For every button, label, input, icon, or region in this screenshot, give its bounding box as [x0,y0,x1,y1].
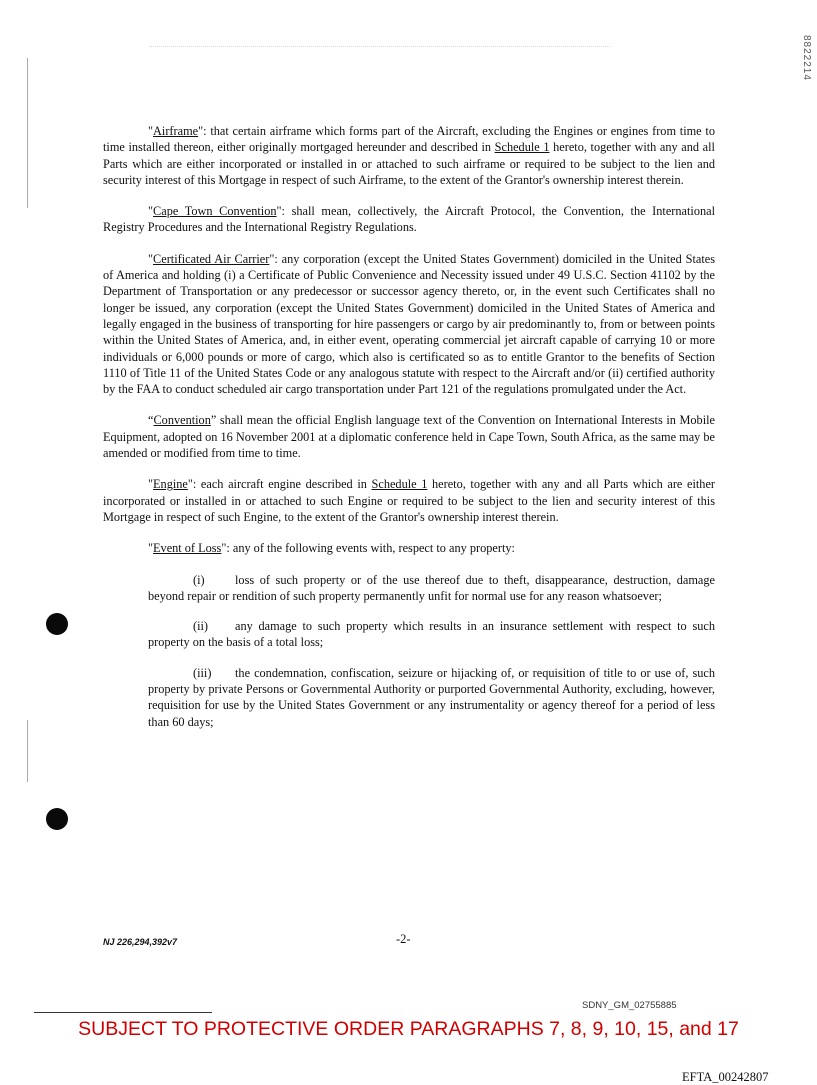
open-quote: " [148,124,154,138]
defined-term: Event of Loss [153,541,222,556]
definition-paragraph [103,123,715,188]
item-text: loss of such property or of the use thereof due to theft, disappearance, destruction, damage beyond repair or rendition of such property permanently unfit for normal use for any reason whatsoever; [148,572,715,603]
item-number: (i) [193,572,205,587]
loss-event-item [148,665,715,730]
document-id: NJ 226,294,392v7 [103,937,178,947]
faint-scan-line [150,46,610,48]
definition-paragraph [103,203,715,236]
definition-paragraph [103,476,715,525]
loss-event-item [148,618,715,651]
defined-term: Airframe [153,124,199,138]
margin-stamp: 8822214 [801,35,812,81]
definition-text: shall mean the official English language text of the Convention on International Interests in Mobile Equipment, adopted on 16 November 2001 at a diplomatic conference held in Cape Town, South Africa, as the same may be amended or modified from time to time. [103,413,715,461]
document-body [103,123,715,744]
punch-hole [46,808,68,830]
item-text: any damage to such property which results in an insurance settlement with respect to such property on the basis of a total loss; [148,619,715,650]
left-margin-line [27,58,28,208]
left-margin-line [27,720,28,782]
open-quote: " [148,251,154,266]
definition-text: each aircraft engine described in [196,477,372,492]
open-quote: “ [148,413,154,428]
definition-text: any corporation (except the United States Government) domiciled in the United States of America and holding (i) a Certificate of Public Convenience and Necessity issued under 49 U.S.C. Section 41102 by the Department of Transportation or any predecessor or successor agency thereto, or, in the event such Certificates shall no longer be issued, any corporation (except the United States Government) domiciled in the United States of America and legally engaged in the business of transporting for hire passengers or cargo by air predominantly to, from or between points within the United States of America, and, in either event, operating commercial jet aircraft capable of carrying 10 or more individuals or 6,000 pounds or more of cargo, which also is certificated so as to entitle Grantor to the benefits of Section 1110 of Title 11 of the United States Code or any analogous statute with respect to the Aircraft and/or (ii) certified authority by the FAA to conduct scheduled air cargo transportation under Part 121 of the regulations promulgated under the Act. [103,251,715,397]
definition-paragraph [103,412,715,461]
punch-hole [46,613,68,635]
item-number: (ii) [193,619,209,634]
open-quote: " [148,204,154,219]
open-quote: " [148,477,154,492]
schedule-reference: Schedule 1 [494,140,550,155]
defined-term: Cape Town Convention [153,204,277,219]
bates-number: SDNY_GM_02755885 [582,1000,677,1011]
defined-term: Convention [153,413,211,428]
definition-text: that certain airframe which forms part of the Aircraft, excluding the Engines or engines from time to time installed thereon, either originally mortgaged hereunder and described in [103,124,715,155]
close-quote: ": [269,251,278,266]
close-quote: ” [210,413,217,428]
open-quote: " [148,541,154,556]
efta-number: EFTA_00242807 [682,1070,769,1084]
close-quote: ": [276,204,285,219]
definition-paragraph [103,540,715,556]
definition-text: hereto, together with any and all Parts which are either incorporated or installed in or attached to such Engine or required to be subject to the lien and security interest of this Mortgage in respect of such Engine, to the extent of the Grantor's ownership interest therein. [103,477,716,524]
footer-rule [34,1012,212,1013]
defined-term: Certificated Air Carrier [153,251,270,266]
definition-text: hereto, together with any and all Parts which are either incorporated or installed in or attached to such airframe or required to be subject to the lien and security interest of this Mortgage in respect of such Airframe, to the extent of the Grantor's ownership interest therein. [103,140,715,187]
definition-text: shall mean, collectively, the Aircraft Protocol, the Convention, the International Registry Procedures and the International Registry Regulations. [103,204,716,235]
close-quote: ": [198,124,207,138]
schedule-reference: Schedule 1 [371,477,428,492]
defined-term: Engine [153,477,188,492]
loss-event-item [148,572,715,605]
definition-text: any of the following events with, respect to any property: [229,541,515,556]
protective-order-notice: SUBJECT TO PROTECTIVE ORDER PARAGRAPHS 7, 8, 9, 10, 15, and 17 [78,1018,739,1040]
close-quote: ": [187,477,197,492]
definition-paragraph [103,251,715,398]
item-number: (iii) [193,665,212,680]
close-quote: ": [221,541,230,556]
page-number: -2- [396,932,411,946]
item-text: the condemnation, confiscation, seizure or hijacking of, or requisition of title to or use of, such property by private Persons or Governmental Authority or purported Governmental Authority, excluding, however, requisition for use by the United States Government or any instrumentality or agency thereof for a period of less than 60 days; [148,665,715,729]
